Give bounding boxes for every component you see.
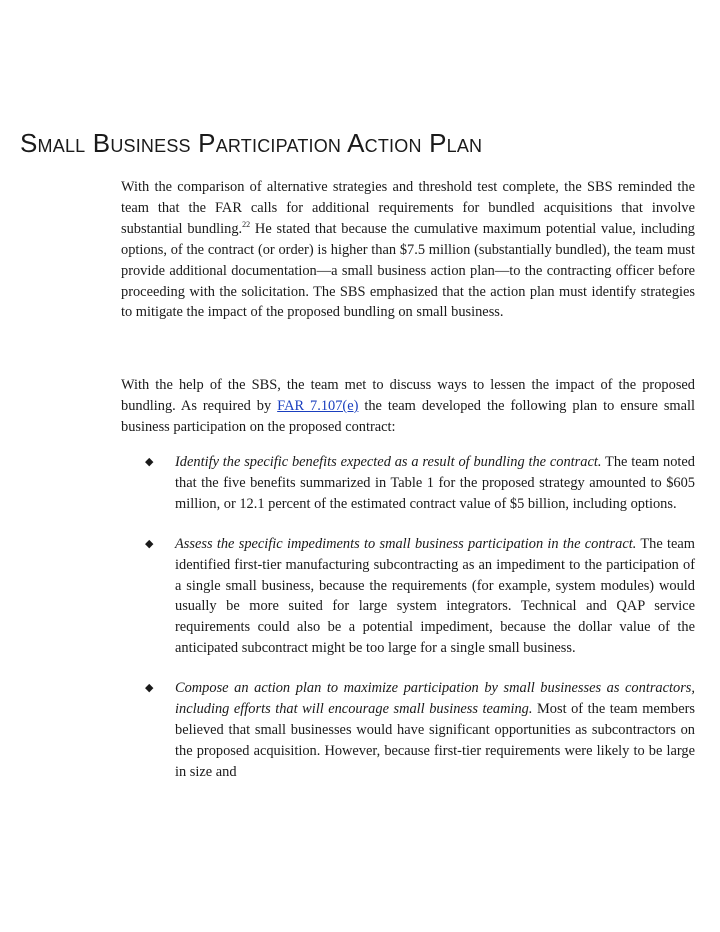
- paragraph-2: [121, 375, 695, 438]
- footnote-reference[interactable]: 22: [242, 220, 251, 230]
- action-plan-list: [121, 452, 695, 802]
- list-item-lead: Assess the specific impediments to small business participation in the contract.: [175, 535, 637, 552]
- list-item: [121, 534, 695, 659]
- paragraph-2-text-continued: the team developed the following plan to ensure small business participation on the proposed contract:: [121, 397, 695, 435]
- paragraph-2-text: With the help of the SBS, the team met to discuss ways to lessen the impact of the proposed bundling. As required by: [121, 377, 695, 414]
- list-item-body: Most of the team members believed that small businesses would have significant opportunities as subcontractors on the proposed acquisition. However, because first-tier requirements were likely to be large in size and: [175, 701, 695, 780]
- list-item-body: The team noted that the five benefits summarized in Table 1 for the proposed strategy amounted to $605 million, or 12.1 percent of the estimated contract value of $5 billion, including options.: [175, 454, 695, 512]
- paragraph-1: [121, 177, 695, 323]
- diamond-bullet-icon: ◆: [145, 537, 154, 550]
- list-item-lead: Compose an action plan to maximize participation by small businesses as contractors, including efforts that will encourage small business teaming.: [175, 680, 695, 718]
- list-item: [121, 452, 695, 515]
- page-title: Small Business Participation Action Plan: [20, 128, 483, 158]
- paragraph-1-text-continued: He stated that because the cumulative maximum potential value, including options, of the contract (or order) is higher than $7.5 million (substantially bundled), the team must provide additional documentation—a small business action plan—to the contracting officer before proceeding with the solicitation. The SBS emphasized that the action plan must identify strategies to mitigate the impact of the proposed bundling on small business.: [121, 220, 695, 321]
- far-reference-link[interactable]: FAR 7.107(e): [277, 397, 359, 414]
- paragraph-1-text: With the comparison of alternative strategies and threshold test complete, the SBS reminded the team that the FAR calls for additional requirements for bundled acquisitions that involve substantial bundling.: [121, 179, 695, 237]
- list-item: [121, 678, 695, 783]
- diamond-bullet-icon: ◆: [145, 456, 154, 468]
- list-item-body: The team identified first-tier manufacturing subcontracting as an impediment to the participation of a single small business, because the requirements (for example, system modules) would usually be more suited for large system integrators. Technical and QAP service requirements could also be a potential impediment, because the dollar value of the anticipated subcontract might be too large for a single small business.: [175, 535, 695, 657]
- list-item-lead: Identify the specific benefits expected as a result of bundling the contract.: [175, 454, 602, 470]
- diamond-bullet-icon: ◆: [145, 682, 154, 695]
